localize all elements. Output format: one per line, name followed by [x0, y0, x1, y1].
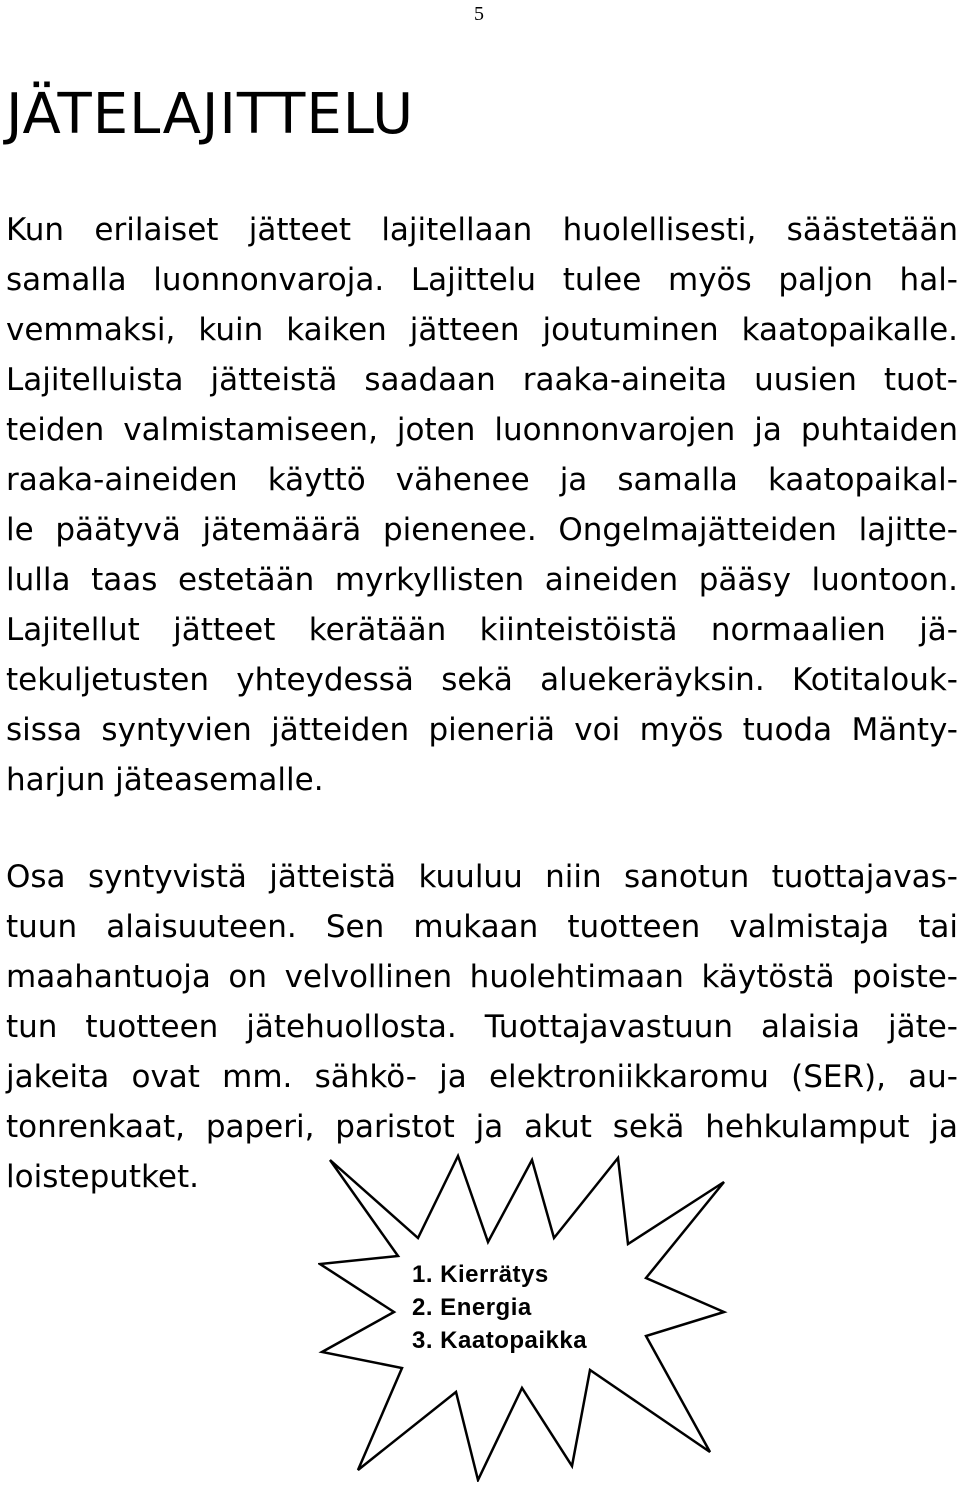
text-line: jakeita ovat mm. sähkö- ja elektroniikkaromu (SER), au-: [6, 1059, 958, 1095]
text-line: lulla taas estetään myrkyllisten aineiden pääsy luontoon.: [6, 562, 958, 598]
text-line: tun tuotteen jätehuollosta. Tuottajavastuun alaisia jäte-: [6, 1009, 958, 1045]
text-line: Osa syntyvistä jätteistä kuuluu niin sanotun tuottajavas-: [6, 859, 958, 895]
waste-hierarchy-list: [412, 1258, 587, 1357]
list-item: 1. Kierrätys: [412, 1261, 549, 1288]
text-line: teiden valmistamiseen, joten luonnonvarojen ja puhtaiden: [6, 412, 958, 448]
text-line: vemmaksi, kuin kaiken jätteen joutuminen kaatopaikalle.: [6, 312, 958, 348]
text-line: Lajitelluista jätteistä saadaan raaka-aineita uusien tuot-: [6, 362, 958, 398]
paragraph-producer-responsibility: [6, 852, 958, 1202]
star-callout: [318, 1152, 738, 1482]
list-item: 2. Energia: [412, 1294, 532, 1321]
text-line: harjun jäteasemalle.: [6, 762, 324, 798]
page-title: JÄTELAJITTELU: [6, 82, 415, 147]
text-line: tuun alaisuuteen. Sen mukaan tuotteen valmistaja tai: [6, 909, 958, 945]
text-line: Lajitellut jätteet kerätään kiinteistöistä normaalien jä-: [6, 612, 958, 648]
paragraph-sorting-intro: [6, 205, 958, 805]
page-number: 5: [474, 3, 484, 25]
text-line: loisteputket.: [6, 1159, 199, 1195]
text-line: Kun erilaiset jätteet lajitellaan huolellisesti, säästetään: [6, 212, 958, 248]
text-line: tonrenkaat, paperi, paristot ja akut sekä hehkulamput ja: [6, 1109, 958, 1145]
list-item: 3. Kaatopaikka: [412, 1327, 588, 1354]
text-line: sissa syntyvien jätteiden pieneriä voi myös tuoda Mänty-: [6, 712, 958, 748]
text-line: tekuljetusten yhteydessä sekä aluekeräyksin. Kotitalouk-: [6, 662, 958, 698]
text-line: raaka-aineiden käyttö vähenee ja samalla kaatopaikal-: [6, 462, 958, 498]
text-line: maahantuoja on velvollinen huolehtimaan käytöstä poiste-: [6, 959, 958, 995]
text-line: samalla luonnonvaroja. Lajittelu tulee myös paljon hal-: [6, 262, 958, 298]
text-line: le päätyvä jätemäärä pienenee. Ongelmajätteiden lajitte-: [6, 512, 958, 548]
